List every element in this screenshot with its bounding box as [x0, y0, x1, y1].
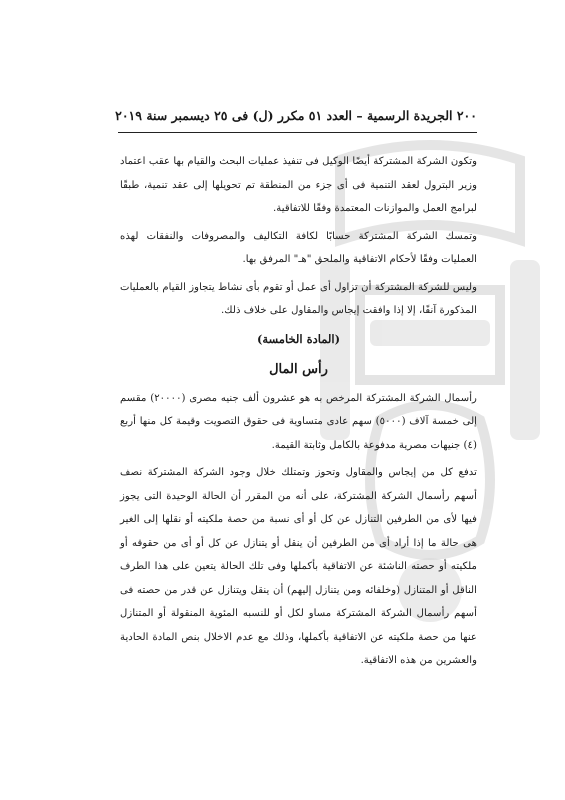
- paragraph-operator-role: وتكون الشركة المشتركة أيضًا الوكيل فى تنفيذ عمليات البحث والقيام بها عقب اعتماد وزير البترول لعقد التنمية فى أى جزء من المنطقة تم تحويلها إلى عقد تنمية، طبقًا لبرامج العمل والموازنات المعتمدة وفقًا للاتفاقية.: [120, 156, 477, 214]
- section-title: رأس المال: [269, 361, 328, 377]
- paragraph-accounts: وتمسك الشركة المشتركة حسابًا لكافة التكاليف والمصروفات والنفقات لهذه العمليات وفقًا لأحكام الاتفاقية والملحق "هـ" المرفق بها.: [120, 230, 477, 265]
- paragraph-share-ownership: تدفع كل من إيجاس والمقاول وتحوز وتمتلك خلال وجود الشركة المشتركة نصف أسهم رأسمال الشركة المشتركة، على أنه من المقرر أن الحالة الوحيدة التى يجوز فيها لأى من الطرفين التنازل عن كل أو أى نسبة من حصة ملكيته أو نقلها إلى الغير هى حالة ما إذا أراد أى من الطرفين أن ينقل أو يتنازل عن كل أو أى من حقوقه أو ملكيته أو حصته الناشئة عن الاتفاقية بأكملها وفى تلك الحالة يتعين على هذا الطرف الناقل أو المتنازل (وخلفائه ومن يتنازل إليهم) أن ينقل ويتنازل عن قدر من حصته فى أسهم رأسمال الشركة المشتركة مساو لكل أو للنسبه المئوية المنقولة أو المتنازل عنها من حصة ملكيته عن الاتفاقية بأكملها، وذلك مع عدم الاخلال بنص المادة الحادية والعشرين من هذه الاتفاقية.: [120, 467, 477, 666]
- paragraph-authorized-capital: رأسمال الشركة المشتركة المرخص به هو عشرون ألف جنيه مصرى (٢٠٠٠٠) مقسم إلى خمسة آلاف (٥٠٠٠) سهم عادى متساوية فى حقوق التصويت وقيمة كل منها أربع (٤) جنيهات مصرية مدفوعة بالكامل وثابتة القيمة.: [120, 392, 478, 451]
- header-divider: [118, 132, 477, 133]
- article-title: (المادة الخامسة): [256, 331, 341, 346]
- paragraph-activity-limits: وليس للشركة المشتركة أن تزاول أى عمل أو تقوم بأى نشاط يتجاوز القيام بالعمليات المذكورة آنفًا، إلا إذا وافقت إيجاس والمقاول على خلاف ذلك.: [120, 281, 477, 316]
- gazette-header: ٢٠٠ الجريدة الرسمية – العدد ٥١ مكرر (ل) فى ٢٥ ديسمبر سنة ٢٠١٩: [115, 108, 477, 123]
- document-body: [120, 150, 477, 677]
